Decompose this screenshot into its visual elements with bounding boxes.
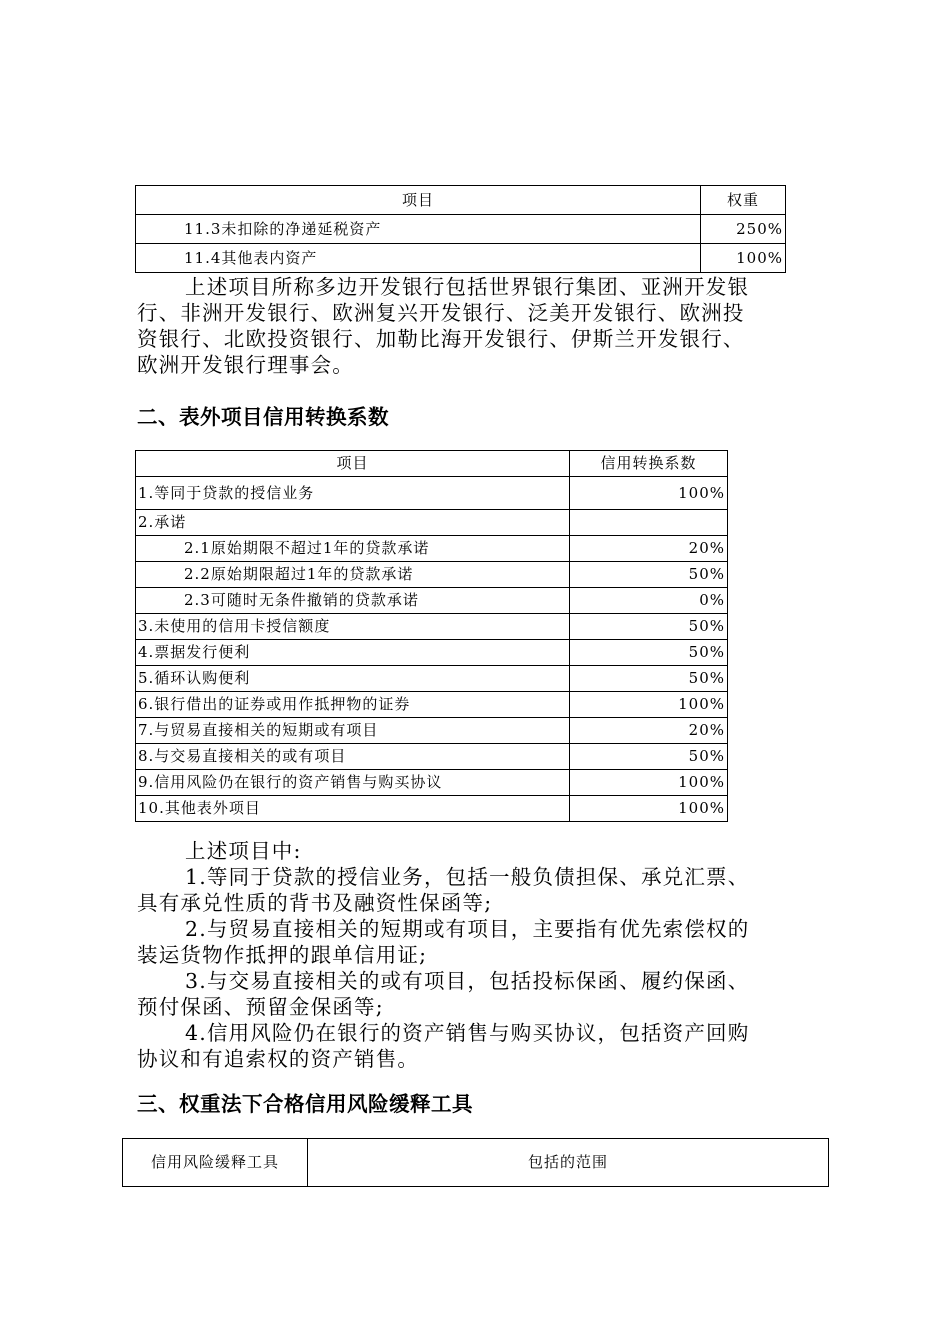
factor-cell: 100% — [570, 692, 728, 718]
factor-cell: 100% — [570, 477, 728, 510]
paragraph-line: 协议和有追索权的资产销售。 — [137, 1047, 420, 1071]
weight-cell: 100% — [701, 244, 786, 273]
table-row — [136, 640, 728, 666]
section-heading-mitigation-tools: 三、权重法下合格信用风险缓释工具 — [137, 1092, 473, 1116]
item-cell: 2.承诺 — [136, 510, 570, 536]
factor-cell: 50% — [570, 562, 728, 588]
paragraph-line: 1.等同于贷款的授信业务，包括一般负债担保、承兑汇票、 — [185, 865, 750, 889]
item-cell: 9.信用风险仍在银行的资产销售与购买协议 — [136, 770, 570, 796]
factor-cell: 50% — [570, 666, 728, 692]
item-cell: 11.4其他表内资产 — [136, 244, 701, 273]
table-row — [136, 562, 728, 588]
column-header-weight: 权重 — [701, 186, 786, 215]
item-cell: 7.与贸易直接相关的短期或有项目 — [136, 718, 570, 744]
table-row — [136, 692, 728, 718]
item-cell: 2.1原始期限不超过1年的贷款承诺 — [136, 536, 570, 562]
factor-cell: 50% — [570, 614, 728, 640]
paragraph-line: 装运货物作抵押的跟单信用证; — [137, 943, 428, 967]
table-row — [136, 215, 786, 244]
table-row — [136, 477, 728, 510]
paragraph-line: 欧洲开发银行理事会。 — [137, 353, 354, 377]
factor-cell: 50% — [570, 640, 728, 666]
paragraph-line: 3.与交易直接相关的或有项目，包括投标保函、履约保函、 — [185, 969, 750, 993]
column-header-scope: 包括的范围 — [308, 1139, 829, 1187]
section-heading-off-balance: 二、表外项目信用转换系数 — [137, 405, 389, 429]
item-cell: 1.等同于贷款的授信业务 — [136, 477, 570, 510]
weight-cell: 250% — [701, 215, 786, 244]
multilateral-bank-paragraph — [137, 274, 817, 378]
mitigation-tools-table — [122, 1138, 829, 1187]
paragraph-line: 行、非洲开发银行、欧洲复兴开发银行、泛美开发银行、欧洲投 — [137, 301, 745, 325]
column-header-item: 项目 — [136, 186, 701, 215]
item-cell: 3.未使用的信用卡授信额度 — [136, 614, 570, 640]
column-header-tool: 信用风险缓释工具 — [123, 1139, 308, 1187]
column-header-item: 项目 — [136, 451, 570, 477]
table-header-row — [123, 1139, 829, 1187]
table-row — [136, 510, 728, 536]
table-row — [136, 796, 728, 822]
table-row — [136, 244, 786, 273]
item-cell: 6.银行借出的证券或用作抵押物的证券 — [136, 692, 570, 718]
item-cell: 2.2原始期限超过1年的贷款承诺 — [136, 562, 570, 588]
table-row — [136, 718, 728, 744]
table-row — [136, 744, 728, 770]
credit-conversion-table — [135, 450, 728, 822]
item-cell: 4.票据发行便利 — [136, 640, 570, 666]
table-header-row — [136, 451, 728, 477]
paragraph-line: 资银行、北欧投资银行、加勒比海开发银行、伊斯兰开发银行、 — [137, 327, 745, 351]
table-row — [136, 614, 728, 640]
factor-cell: 20% — [570, 536, 728, 562]
item-cell: 8.与交易直接相关的或有项目 — [136, 744, 570, 770]
table-row — [136, 666, 728, 692]
item-cell: 2.3可随时无条件撤销的贷款承诺 — [136, 588, 570, 614]
paragraph-line: 预付保函、预留金保函等; — [137, 995, 384, 1019]
item-cell: 11.3未扣除的净递延税资产 — [136, 215, 701, 244]
risk-weight-table — [135, 185, 786, 273]
item-cell: 10.其他表外项目 — [136, 796, 570, 822]
table-row — [136, 770, 728, 796]
column-header-factor: 信用转换系数 — [570, 451, 728, 477]
factor-cell: 100% — [570, 770, 728, 796]
factor-cell: 100% — [570, 796, 728, 822]
table-row — [136, 536, 728, 562]
paragraph-line: 上述项目中: — [185, 839, 302, 863]
factor-cell: 50% — [570, 744, 728, 770]
table-row — [136, 588, 728, 614]
off-balance-notes-paragraph — [137, 838, 817, 1072]
paragraph-line: 4.信用风险仍在银行的资产销售与购买协议，包括资产回购 — [185, 1021, 750, 1045]
table-header-row — [136, 186, 786, 215]
paragraph-line: 具有承兑性质的背书及融资性保函等; — [137, 891, 493, 915]
factor-cell: 20% — [570, 718, 728, 744]
factor-cell — [570, 510, 728, 536]
factor-cell: 0% — [570, 588, 728, 614]
paragraph-line: 2.与贸易直接相关的短期或有项目，主要指有优先索偿权的 — [185, 917, 750, 941]
item-cell: 5.循环认购便利 — [136, 666, 570, 692]
paragraph-line: 上述项目所称多边开发银行包括世界银行集团、亚洲开发银 — [185, 275, 750, 299]
